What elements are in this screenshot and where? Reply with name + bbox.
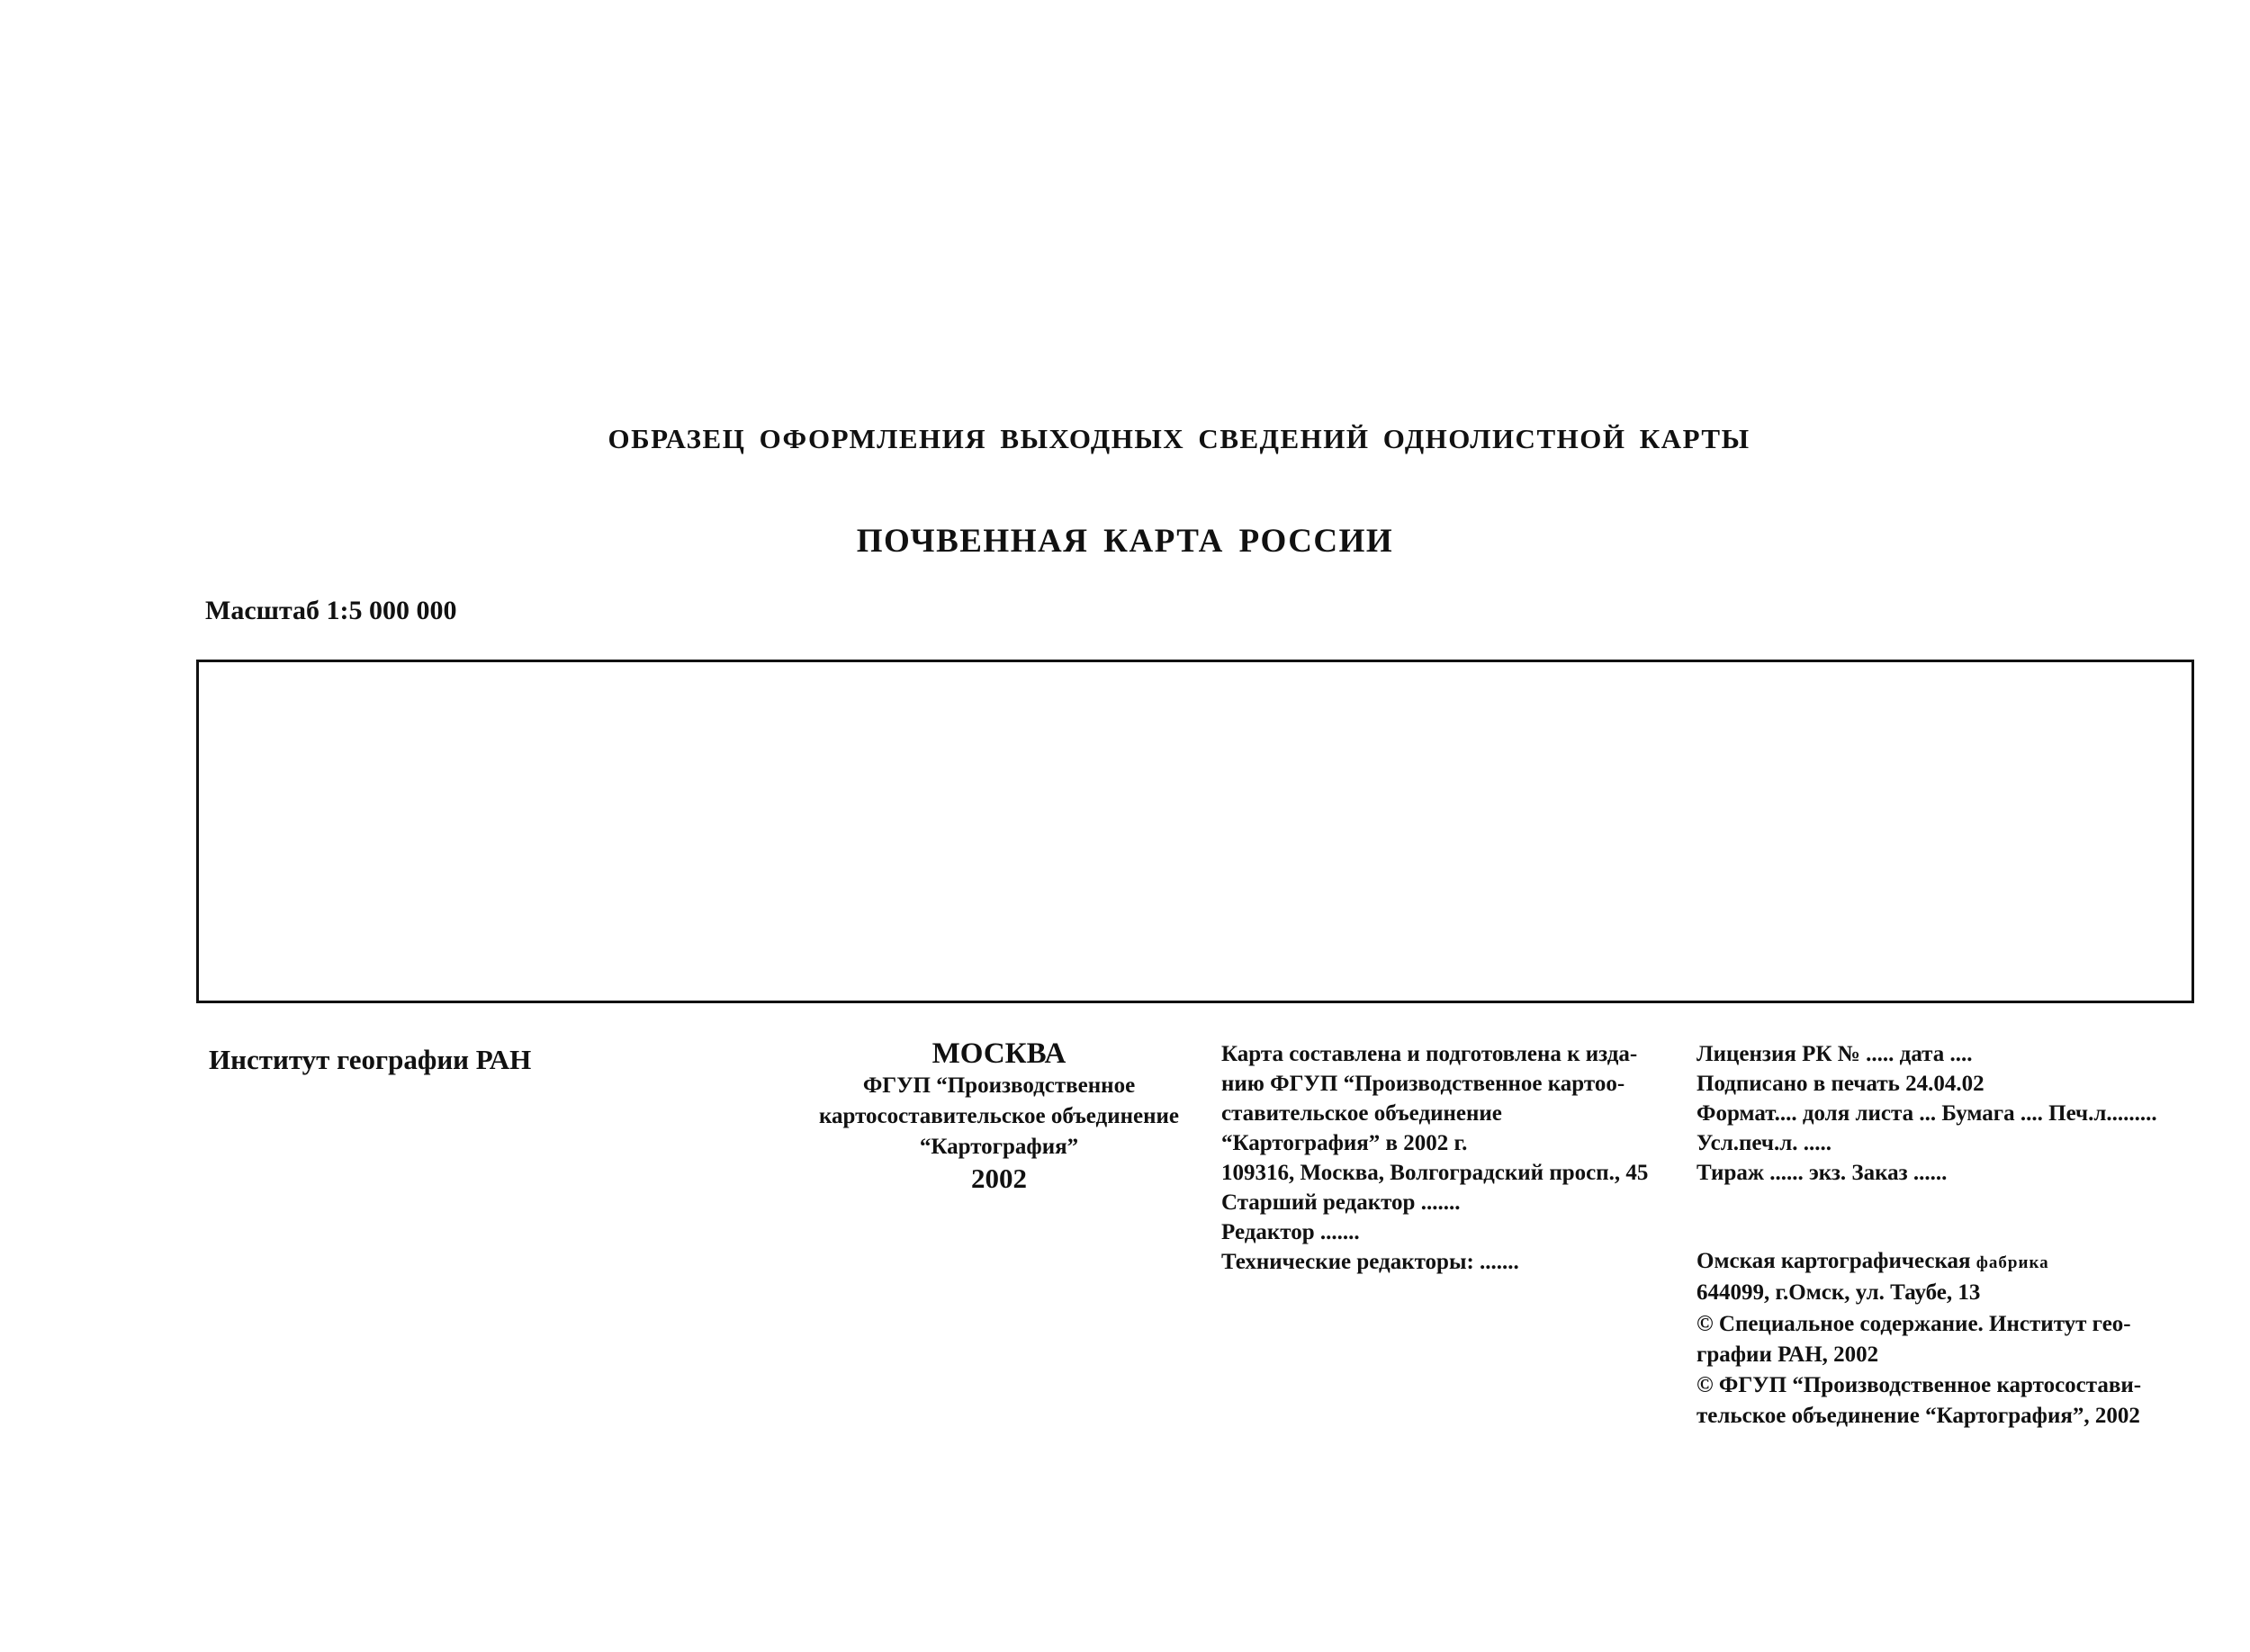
imprint-line: Формат.... доля листа ... Бумага .... Печ.л......... [1696,1101,2157,1126]
compilation-block [1221,1039,1689,1277]
imprint-block [1696,1039,2200,1188]
copyright-line: © ФГУП “Производственное картосостави- [1696,1373,2142,1397]
publisher-year: 2002 [971,1163,1027,1194]
copyright-line: графии РАН, 2002 [1696,1342,1879,1367]
compilation-line: ставительское объединение [1221,1101,1502,1126]
factory-name-end: фабрика [1976,1253,2049,1272]
factory-name [1696,1246,2200,1278]
compilation-line: “Картография” в 2002 г. [1221,1131,1468,1155]
imprint-line: Подписано в печать 24.04.02 [1696,1072,1984,1096]
copyright-block [1696,1309,2200,1432]
copyright-line: © Специальное содержание. Институт гео- [1696,1312,2131,1336]
compilation-line: Старший редактор ....... [1221,1190,1461,1215]
map-title: ПОЧВЕННАЯ КАРТА РОССИИ [856,523,1394,560]
compilation-line: Редактор ....... [1221,1220,1360,1244]
publisher-line: “Картография” [919,1135,1079,1159]
publisher-block [774,1037,1224,1195]
compilation-line: нию ФГУП “Производственное картоо- [1221,1072,1625,1096]
map-scale: Масштаб 1:5 000 000 [205,596,457,625]
publisher-line: картосоставительское объединение [818,1104,1180,1128]
compilation-line: Технические редакторы: ....... [1221,1250,1519,1274]
publisher-city: МОСКВА [932,1037,1066,1070]
factory-address: 644099, г.Омск, ул. Таубе, 13 [1696,1280,1981,1305]
factory-block [1696,1246,2200,1307]
imprint-line: Лицензия РК № ..... дата .... [1696,1042,1973,1066]
compilation-line: 109316, Москва, Волгоградский просп., 45 [1221,1161,1649,1185]
map-frame [196,660,2194,1003]
copyright-line: тельское объединение “Картография”, 2002 [1696,1404,2140,1428]
factory-name-start: Омская картографическая [1696,1249,1976,1273]
imprint-line: Усл.печ.л. ..... [1696,1131,1832,1155]
imprint-line: Тираж ...... экз. Заказ ...... [1696,1161,1948,1185]
publisher-line: ФГУП “Производственное [862,1073,1136,1098]
document-heading: ОБРАЗЕЦ ОФОРМЛЕНИЯ ВЫХОДНЫХ СВЕДЕНИЙ ОДНОЛИСТНОЙ КАРТЫ [608,423,1750,454]
compilation-line: Карта составлена и подготовлена к изда- [1221,1042,1638,1066]
author-institute: Институт географии РАН [209,1044,532,1075]
